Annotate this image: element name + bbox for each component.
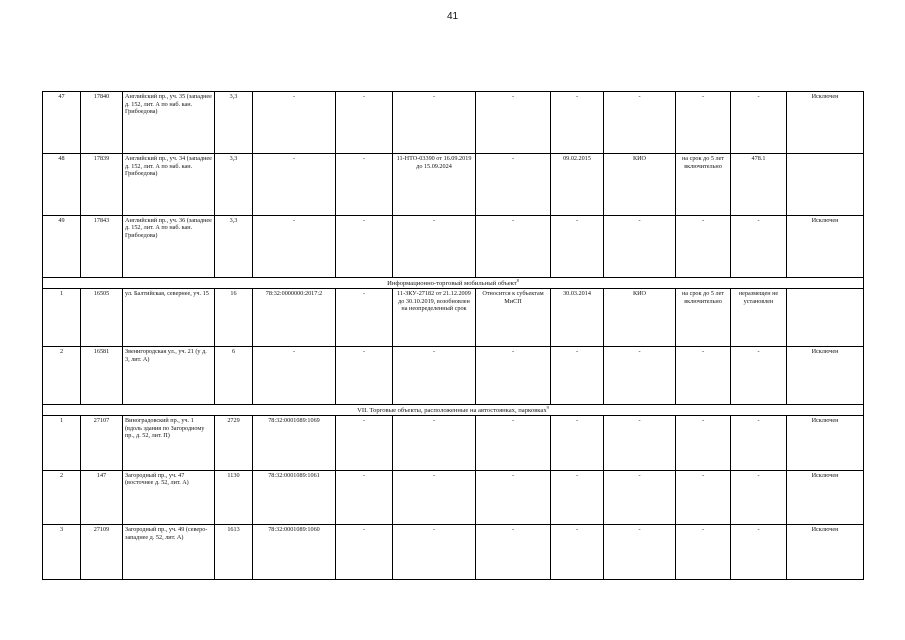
- status: Исключен: [787, 416, 864, 471]
- row-number: 2: [43, 470, 81, 525]
- footnote-mark: 8: [516, 278, 519, 284]
- date: -: [551, 525, 604, 580]
- column-7: -: [476, 346, 551, 404]
- address: Виноградовский пр., уч. 1 (вдоль здания по Загородному пр., д. 52, лит. П): [123, 416, 215, 471]
- row-number: 3: [43, 525, 81, 580]
- column-11: -: [731, 215, 787, 277]
- column-11: неразмещен не установлен: [731, 289, 787, 347]
- column-5: -: [336, 525, 393, 580]
- address: Английский пр., уч. 36 (западнее д. 152, лит. А по наб. кан. Грибоедова): [123, 215, 215, 277]
- address: Загородный пр., уч. 49 (северо-западнее д. 52, лит. А): [123, 525, 215, 580]
- status: Исключен: [787, 215, 864, 277]
- section-heading-row: [43, 404, 864, 416]
- object-id: 17843: [81, 215, 123, 277]
- column-5: -: [336, 416, 393, 471]
- date: -: [551, 416, 604, 471]
- column-7: -: [476, 153, 551, 215]
- column-11: -: [731, 346, 787, 404]
- column-9: КИО: [604, 153, 676, 215]
- column-5: -: [336, 346, 393, 404]
- term: на срок до 5 лет включительно: [676, 153, 731, 215]
- contract: -: [393, 470, 476, 525]
- column-7: Относится к субъектам МиСП: [476, 289, 551, 347]
- area: 6: [215, 346, 253, 404]
- status: Исключен: [787, 525, 864, 580]
- area: 1130: [215, 470, 253, 525]
- column-7: -: [476, 525, 551, 580]
- row-number: 49: [43, 215, 81, 277]
- contract: -: [393, 92, 476, 154]
- object-id: 16581: [81, 346, 123, 404]
- cadastral-number: -: [253, 92, 336, 154]
- footnote-mark: 9: [546, 405, 549, 411]
- contract: 11-НТО-03390 от 16.09.2019 до 15.09.2024: [393, 153, 476, 215]
- term: -: [676, 92, 731, 154]
- area: 3,3: [215, 92, 253, 154]
- term: на срок до 5 лет включительно: [676, 289, 731, 347]
- contract: -: [393, 416, 476, 471]
- column-9: -: [604, 416, 676, 471]
- cadastral-number: 78:32:0000000:2017:2: [253, 289, 336, 347]
- table-row: [43, 346, 864, 404]
- object-id: 27109: [81, 525, 123, 580]
- column-11: -: [731, 92, 787, 154]
- column-11: -: [731, 470, 787, 525]
- column-5: -: [336, 92, 393, 154]
- area: 1613: [215, 525, 253, 580]
- column-9: -: [604, 525, 676, 580]
- cadastral-number: -: [253, 153, 336, 215]
- date: -: [551, 215, 604, 277]
- cadastral-number: 78:32:0001089:1060: [253, 525, 336, 580]
- table-row: [43, 92, 864, 154]
- date: -: [551, 92, 604, 154]
- term: -: [676, 215, 731, 277]
- column-5: -: [336, 215, 393, 277]
- column-7: -: [476, 215, 551, 277]
- address: Английский пр., уч. 35 (западнее д. 152, лит. А по наб. кан. Грибоедова): [123, 92, 215, 154]
- register-table: [42, 91, 864, 580]
- object-id: 17839: [81, 153, 123, 215]
- row-number: 48: [43, 153, 81, 215]
- status: Исключен: [787, 470, 864, 525]
- area: 3,3: [215, 153, 253, 215]
- status: Исключен: [787, 346, 864, 404]
- date: -: [551, 346, 604, 404]
- section-heading-row: [43, 277, 864, 289]
- row-number: 47: [43, 92, 81, 154]
- cadastral-number: 78:32:0001089:1069: [253, 416, 336, 471]
- column-9: -: [604, 470, 676, 525]
- table-row: [43, 289, 864, 347]
- cadastral-number: -: [253, 215, 336, 277]
- row-number: 2: [43, 346, 81, 404]
- column-7: -: [476, 416, 551, 471]
- status: [787, 289, 864, 347]
- section-title: Информационно-торговый мобильный объект: [387, 280, 517, 288]
- row-number: 1: [43, 289, 81, 347]
- column-7: -: [476, 92, 551, 154]
- column-9: -: [604, 92, 676, 154]
- object-id: 147: [81, 470, 123, 525]
- contract: -: [393, 525, 476, 580]
- table-row: [43, 470, 864, 525]
- term: -: [676, 346, 731, 404]
- object-id: 17840: [81, 92, 123, 154]
- date: 30.03.2014: [551, 289, 604, 347]
- column-9: КИО: [604, 289, 676, 347]
- address: Звенигородская ул., уч. 21 (у д. 3, лит. А): [123, 346, 215, 404]
- date: -: [551, 470, 604, 525]
- term: -: [676, 470, 731, 525]
- term: -: [676, 416, 731, 471]
- column-11: -: [731, 525, 787, 580]
- area: 2729: [215, 416, 253, 471]
- table-row: [43, 153, 864, 215]
- section-title: VII. Торговые объекты, расположенные на автостоянках, парковках: [357, 407, 547, 415]
- contract: -: [393, 346, 476, 404]
- column-9: -: [604, 346, 676, 404]
- contract: 11-ЗКУ-27182 от 21.12.2009 до 30.10.2019, возобновлен на неопределенный срок: [393, 289, 476, 347]
- table-row: [43, 525, 864, 580]
- table-row: [43, 215, 864, 277]
- row-number: 1: [43, 416, 81, 471]
- address: ул. Балтийская, севернее, уч. 15: [123, 289, 215, 347]
- area: 16: [215, 289, 253, 347]
- section-heading: [43, 404, 864, 416]
- table-row: [43, 416, 864, 471]
- column-9: -: [604, 215, 676, 277]
- page-number: 41: [446, 11, 459, 22]
- date: 09.02.2015: [551, 153, 604, 215]
- column-5: -: [336, 470, 393, 525]
- area: 3,3: [215, 215, 253, 277]
- address: Загородный пр., уч. 47 (восточнее д. 52, лит. А): [123, 470, 215, 525]
- cadastral-number: 78:32:0001089:1061: [253, 470, 336, 525]
- address: Английский пр., уч. 34 (западнее д. 152, лит. А по наб. кан. Грибоедова): [123, 153, 215, 215]
- column-5: -: [336, 153, 393, 215]
- term: -: [676, 525, 731, 580]
- column-5: -: [336, 289, 393, 347]
- status: [787, 153, 864, 215]
- section-heading: [43, 277, 864, 289]
- status: Исключен: [787, 92, 864, 154]
- object-id: 27107: [81, 416, 123, 471]
- column-11: 478.1: [731, 153, 787, 215]
- contract: -: [393, 215, 476, 277]
- object-id: 16505: [81, 289, 123, 347]
- column-11: -: [731, 416, 787, 471]
- column-7: -: [476, 470, 551, 525]
- cadastral-number: -: [253, 346, 336, 404]
